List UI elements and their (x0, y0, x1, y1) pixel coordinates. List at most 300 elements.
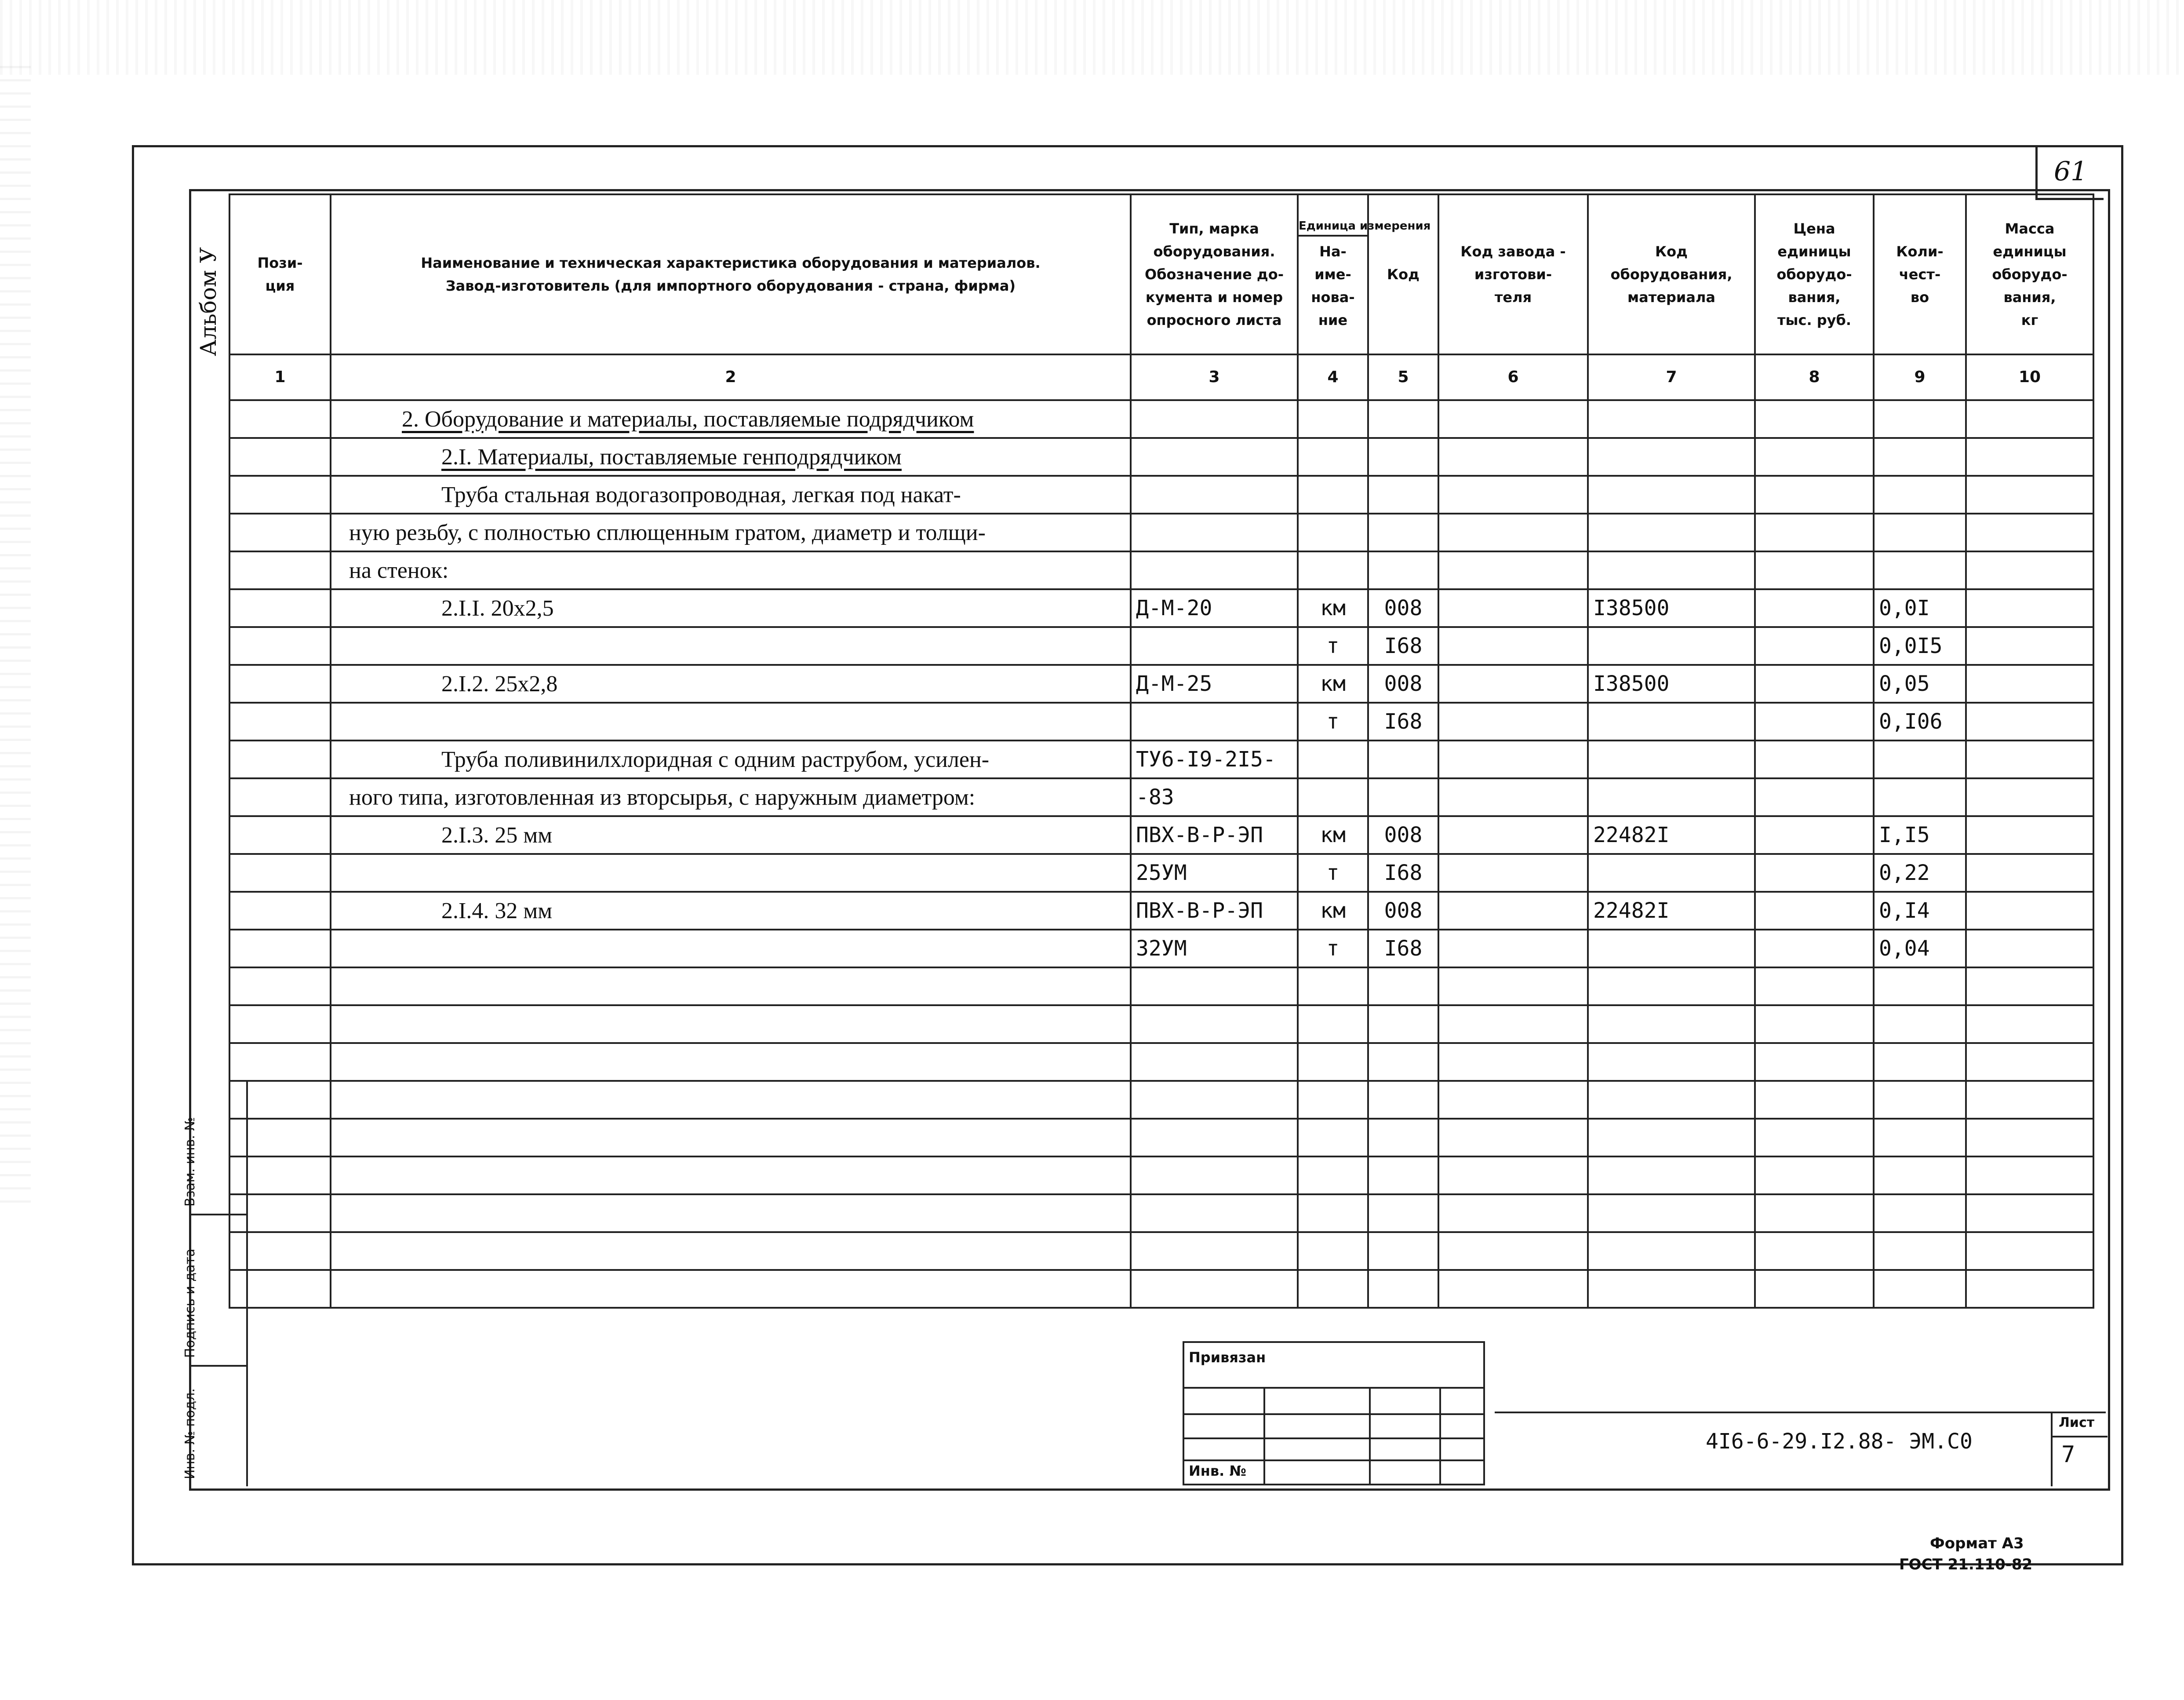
col-number: 3 (1131, 354, 1298, 400)
col-number: 7 (1588, 354, 1755, 400)
scan-noise-left (0, 66, 31, 1209)
table-row (229, 854, 2093, 892)
table-row (229, 1119, 2093, 1156)
type-cell (1131, 627, 1298, 665)
equipment-code-cell (1588, 1119, 1755, 1156)
table-row (229, 703, 2093, 741)
factory-code-cell (1438, 1270, 1588, 1308)
factory-code-cell (1438, 1005, 1588, 1043)
name-cell (331, 1005, 1131, 1043)
gost-label: ГОСТ 21.110-82 (1899, 1556, 2033, 1573)
name-cell: Труба стальная водогазопроводная, легкая под накат- (331, 476, 1131, 514)
price-cell (1755, 1043, 1874, 1081)
privyazan-inv-no: Инв. № (1189, 1463, 1246, 1479)
name-cell: 2.I.3. 25 мм (331, 816, 1131, 854)
unit-code-cell: 008 (1368, 665, 1438, 703)
mass-cell (1966, 1119, 2093, 1156)
name-cell: 2.I.I. 20x2,5 (331, 589, 1131, 627)
table-row (229, 1156, 2093, 1194)
price-cell (1755, 1005, 1874, 1043)
price-cell (1755, 476, 1874, 514)
type-cell (1131, 1119, 1298, 1156)
table-row (229, 551, 2093, 589)
equipment-code-cell (1588, 1194, 1755, 1232)
position-cell (229, 551, 331, 589)
equipment-code-cell (1588, 476, 1755, 514)
factory-code-cell (1438, 967, 1588, 1005)
unit-code-cell: 008 (1368, 892, 1438, 930)
quantity-cell: 0,05 (1874, 665, 1966, 703)
name-cell (331, 854, 1131, 892)
factory-code-cell (1438, 816, 1588, 854)
factory-code-cell (1438, 1194, 1588, 1232)
quantity-cell (1874, 438, 1966, 476)
title-block-line (1495, 1412, 2106, 1413)
table-row (229, 627, 2093, 665)
name-cell (331, 1270, 1131, 1308)
mass-cell (1966, 1081, 2093, 1119)
position-cell (229, 438, 331, 476)
stamp-cell-vzam-inv: Взам. инв. № (189, 1082, 246, 1215)
col-header-unit-name: Единица измерения На- име- нова- ние (1298, 194, 1368, 354)
factory-code-cell (1438, 854, 1588, 892)
name-cell: ного типа, изготовленная из вторсырья, с наружным диаметром: (331, 778, 1131, 816)
type-cell: -83 (1131, 778, 1298, 816)
mass-cell (1966, 1156, 2093, 1194)
table-row (229, 1232, 2093, 1270)
table-row (229, 816, 2093, 854)
table-row (229, 514, 2093, 551)
unit-code-cell (1368, 1081, 1438, 1119)
unit-cell: т (1298, 703, 1368, 741)
type-cell: ТУ6-I9-2I5- (1131, 741, 1298, 778)
unit-code-cell: I68 (1368, 930, 1438, 967)
name-cell: Труба поливинилхлоридная с одним раструбом, усилен- (331, 741, 1131, 778)
quantity-cell (1874, 1081, 1966, 1119)
table-row (229, 1005, 2093, 1043)
document-number: 4I6-6-29.I2.88- ЭМ.С0 (1706, 1429, 1973, 1454)
unit-cell (1298, 1194, 1368, 1232)
type-cell (1131, 967, 1298, 1005)
type-cell (1131, 1081, 1298, 1119)
specification-table (229, 193, 2094, 1309)
quantity-cell (1874, 1232, 1966, 1270)
position-cell (229, 816, 331, 854)
table-row (229, 1043, 2093, 1081)
approval-stamp-strip (182, 1082, 248, 1486)
quantity-cell: 0,I06 (1874, 703, 1966, 741)
unit-code-cell: 008 (1368, 589, 1438, 627)
quantity-cell (1874, 551, 1966, 589)
factory-code-cell (1438, 400, 1588, 438)
factory-code-cell (1438, 741, 1588, 778)
unit-code-cell (1368, 551, 1438, 589)
position-cell (229, 778, 331, 816)
type-cell: 32УМ (1131, 930, 1298, 967)
quantity-cell (1874, 778, 1966, 816)
quantity-cell (1874, 1043, 1966, 1081)
equipment-code-cell (1588, 930, 1755, 967)
mass-cell (1966, 1043, 2093, 1081)
price-cell (1755, 1194, 1874, 1232)
unit-code-cell (1368, 400, 1438, 438)
type-cell (1131, 1156, 1298, 1194)
price-cell (1755, 892, 1874, 930)
equipment-code-cell: 22482I (1588, 892, 1755, 930)
price-cell (1755, 816, 1874, 854)
col-header-price: Цена единицы оборудо- вания, тыс. руб. (1755, 194, 1874, 354)
quantity-cell (1874, 400, 1966, 438)
quantity-cell (1874, 1194, 1966, 1232)
name-cell (331, 1081, 1131, 1119)
factory-code-cell (1438, 778, 1588, 816)
mass-cell (1966, 1194, 2093, 1232)
name-cell (331, 627, 1131, 665)
position-cell (229, 627, 331, 665)
type-cell: Д-М-25 (1131, 665, 1298, 703)
name-cell: 2.I.4. 32 мм (331, 892, 1131, 930)
equipment-code-cell: 22482I (1588, 816, 1755, 854)
equipment-code-cell (1588, 778, 1755, 816)
quantity-cell (1874, 1270, 1966, 1308)
table-row (229, 967, 2093, 1005)
unit-cell (1298, 1081, 1368, 1119)
price-cell (1755, 930, 1874, 967)
unit-cell (1298, 967, 1368, 1005)
factory-code-cell (1438, 476, 1588, 514)
quantity-cell (1874, 1005, 1966, 1043)
privyazan-title: Привязан (1189, 1349, 1266, 1366)
unit-code-cell (1368, 778, 1438, 816)
name-cell (331, 1194, 1131, 1232)
col-number: 5 (1368, 354, 1438, 400)
price-cell (1755, 1081, 1874, 1119)
col-header-quantity: Коли- чест- во (1874, 194, 1966, 354)
album-label: Альбом У (196, 247, 221, 356)
col-number: 4 (1298, 354, 1368, 400)
price-cell (1755, 967, 1874, 1005)
type-cell (1131, 703, 1298, 741)
unit-code-cell (1368, 514, 1438, 551)
type-cell: Д-М-20 (1131, 589, 1298, 627)
factory-code-cell (1438, 1081, 1588, 1119)
price-cell (1755, 1156, 1874, 1194)
price-cell (1755, 551, 1874, 589)
equipment-code-cell (1588, 703, 1755, 741)
mass-cell (1966, 854, 2093, 892)
table-row (229, 589, 2093, 627)
col-header-factory-code: Код завода - изготови- теля (1438, 194, 1588, 354)
mass-cell (1966, 551, 2093, 589)
price-cell (1755, 665, 1874, 703)
name-cell (331, 1043, 1131, 1081)
mass-cell (1966, 778, 2093, 816)
table-row (229, 400, 2093, 438)
equipment-code-cell (1588, 741, 1755, 778)
name-cell: 2. Оборудование и материалы, поставляемые подрядчиком (331, 400, 1131, 438)
equipment-code-cell (1588, 1232, 1755, 1270)
unit-code-cell: 008 (1368, 816, 1438, 854)
unit-cell (1298, 476, 1368, 514)
col-number: 8 (1755, 354, 1874, 400)
price-cell (1755, 627, 1874, 665)
table-header-row (229, 194, 2093, 354)
unit-code-cell (1368, 1232, 1438, 1270)
type-cell (1131, 1232, 1298, 1270)
quantity-cell (1874, 514, 1966, 551)
equipment-code-cell (1588, 1156, 1755, 1194)
unit-cell (1298, 1232, 1368, 1270)
unit-cell (1298, 778, 1368, 816)
price-cell (1755, 400, 1874, 438)
position-cell (229, 400, 331, 438)
table-row (229, 930, 2093, 967)
unit-cell (1298, 741, 1368, 778)
position-cell (229, 967, 331, 1005)
unit-cell (1298, 514, 1368, 551)
table-row (229, 892, 2093, 930)
unit-cell: т (1298, 930, 1368, 967)
mass-cell (1966, 816, 2093, 854)
unit-cell (1298, 1043, 1368, 1081)
name-cell (331, 930, 1131, 967)
table-row (229, 778, 2093, 816)
position-cell (229, 854, 331, 892)
price-cell (1755, 703, 1874, 741)
equipment-code-cell (1588, 1081, 1755, 1119)
unit-code-cell (1368, 967, 1438, 1005)
price-cell (1755, 1232, 1874, 1270)
type-cell (1131, 1005, 1298, 1043)
quantity-cell (1874, 476, 1966, 514)
mass-cell (1966, 703, 2093, 741)
price-cell (1755, 854, 1874, 892)
name-cell: на стенок: (331, 551, 1131, 589)
quantity-cell: 0,I4 (1874, 892, 1966, 930)
quantity-cell (1874, 1119, 1966, 1156)
mass-cell (1966, 1232, 2093, 1270)
factory-code-cell (1438, 1043, 1588, 1081)
unit-code-cell: I68 (1368, 627, 1438, 665)
col-header-name: Наименование и техническая характеристика оборудования и материалов. Завод-изготовитель (для импортного оборудования - страна, фирма) (331, 194, 1131, 354)
mass-cell (1966, 589, 2093, 627)
position-cell (229, 476, 331, 514)
quantity-cell (1874, 741, 1966, 778)
factory-code-cell (1438, 438, 1588, 476)
price-cell (1755, 1270, 1874, 1308)
quantity-cell (1874, 1156, 1966, 1194)
equipment-code-cell (1588, 400, 1755, 438)
unit-cell (1298, 1156, 1368, 1194)
type-cell (1131, 438, 1298, 476)
name-cell: 2.I.2. 25x2,8 (331, 665, 1131, 703)
format-label: Формат А3 (1930, 1535, 2024, 1552)
sheet-number-box (2051, 1412, 2108, 1486)
unit-code-cell: I68 (1368, 854, 1438, 892)
price-cell (1755, 741, 1874, 778)
position-cell (229, 1005, 331, 1043)
position-cell (229, 589, 331, 627)
table-row (229, 438, 2093, 476)
type-cell (1131, 1043, 1298, 1081)
quantity-cell: 0,0I5 (1874, 627, 1966, 665)
name-cell (331, 1119, 1131, 1156)
price-cell (1755, 589, 1874, 627)
unit-cell: т (1298, 854, 1368, 892)
factory-code-cell (1438, 627, 1588, 665)
factory-code-cell (1438, 514, 1588, 551)
quantity-cell: 0,04 (1874, 930, 1966, 967)
equipment-code-cell: I38500 (1588, 665, 1755, 703)
factory-code-cell (1438, 589, 1588, 627)
factory-code-cell (1438, 703, 1588, 741)
col-header-position: Пози- ция (229, 194, 331, 354)
table-row (229, 741, 2093, 778)
equipment-code-cell (1588, 1005, 1755, 1043)
factory-code-cell (1438, 551, 1588, 589)
unit-cell: км (1298, 816, 1368, 854)
mass-cell (1966, 930, 2093, 967)
mass-cell (1966, 741, 2093, 778)
type-cell (1131, 476, 1298, 514)
position-cell (229, 665, 331, 703)
factory-code-cell (1438, 930, 1588, 967)
name-cell: 2.I. Материалы, поставляемые генподрядчиком (331, 438, 1131, 476)
position-cell (229, 892, 331, 930)
mass-cell (1966, 627, 2093, 665)
unit-cell: км (1298, 892, 1368, 930)
unit-code-cell (1368, 1270, 1438, 1308)
unit-code-cell (1368, 1005, 1438, 1043)
factory-code-cell (1438, 1119, 1588, 1156)
mass-cell (1966, 967, 2093, 1005)
equipment-code-cell: I38500 (1588, 589, 1755, 627)
unit-code-cell (1368, 438, 1438, 476)
unit-code-cell (1368, 1156, 1438, 1194)
unit-cell (1298, 438, 1368, 476)
sheet-label: Лист (2059, 1415, 2095, 1430)
mass-cell (1966, 438, 2093, 476)
mass-cell (1966, 1270, 2093, 1308)
col-number: 9 (1874, 354, 1966, 400)
position-cell (229, 1043, 331, 1081)
unit-cell (1298, 1270, 1368, 1308)
position-cell (229, 741, 331, 778)
name-cell (331, 967, 1131, 1005)
quantity-cell: I,I5 (1874, 816, 1966, 854)
unit-cell: км (1298, 665, 1368, 703)
equipment-code-cell (1588, 854, 1755, 892)
position-cell (229, 930, 331, 967)
table-row (229, 1081, 2093, 1119)
position-cell (229, 514, 331, 551)
col-number: 2 (331, 354, 1131, 400)
table-row (229, 665, 2093, 703)
unit-code-cell (1368, 1119, 1438, 1156)
mass-cell (1966, 892, 2093, 930)
price-cell (1755, 1119, 1874, 1156)
table-row (229, 1270, 2093, 1308)
factory-code-cell (1438, 665, 1588, 703)
name-cell: ную резьбу, с полностью сплющенным гратом, диаметр и толщи- (331, 514, 1131, 551)
sheet-number: 7 (2061, 1441, 2075, 1468)
equipment-code-cell (1588, 438, 1755, 476)
name-cell (331, 703, 1131, 741)
price-cell (1755, 778, 1874, 816)
table-body (229, 400, 2093, 1308)
stamp-cell-inv-podl: Инв. № подл. (182, 1388, 198, 1479)
equipment-code-cell (1588, 967, 1755, 1005)
unit-code-cell: I68 (1368, 703, 1438, 741)
unit-code-cell (1368, 1043, 1438, 1081)
type-cell (1131, 1194, 1298, 1232)
quantity-cell (1874, 967, 1966, 1005)
col-header-equipment-code: Код оборудования, материала (1588, 194, 1755, 354)
factory-code-cell (1438, 1156, 1588, 1194)
factory-code-cell (1438, 1232, 1588, 1270)
quantity-cell: 0,22 (1874, 854, 1966, 892)
name-cell (331, 1232, 1131, 1270)
mass-cell (1966, 665, 2093, 703)
type-cell (1131, 1270, 1298, 1308)
col-header-unit-code: Код (1368, 194, 1438, 354)
mass-cell (1966, 476, 2093, 514)
factory-code-cell (1438, 892, 1588, 930)
position-cell (229, 703, 331, 741)
unit-cell: км (1298, 589, 1368, 627)
unit-code-cell (1368, 1194, 1438, 1232)
type-cell: 25УМ (1131, 854, 1298, 892)
type-cell (1131, 551, 1298, 589)
equipment-code-cell (1588, 627, 1755, 665)
mass-cell (1966, 400, 2093, 438)
stamp-cell-podpis-data: Подпись и дата (189, 1215, 246, 1367)
privyazan-block (1183, 1341, 1485, 1485)
mass-cell (1966, 514, 2093, 551)
price-cell (1755, 438, 1874, 476)
unit-code-cell (1368, 476, 1438, 514)
sheet-corner-mark: 61 (2035, 145, 2104, 200)
quantity-cell: 0,0I (1874, 589, 1966, 627)
unit-cell (1298, 400, 1368, 438)
column-number-row (229, 354, 2093, 400)
name-cell (331, 1156, 1131, 1194)
table-row (229, 1194, 2093, 1232)
table-row (229, 476, 2093, 514)
col-header-mass: Масса единицы оборудо- вания, кг (1966, 194, 2093, 354)
type-cell: ПВХ-В-Р-ЭП (1131, 892, 1298, 930)
equipment-code-cell (1588, 551, 1755, 589)
type-cell (1131, 514, 1298, 551)
price-cell (1755, 514, 1874, 551)
equipment-code-cell (1588, 1270, 1755, 1308)
type-cell (1131, 400, 1298, 438)
unit-cell (1298, 1005, 1368, 1043)
col-number: 10 (1966, 354, 2093, 400)
col-number: 1 (229, 354, 331, 400)
mass-cell (1966, 1005, 2093, 1043)
unit-code-cell (1368, 741, 1438, 778)
equipment-code-cell (1588, 1043, 1755, 1081)
equipment-code-cell (1588, 514, 1755, 551)
unit-cell (1298, 551, 1368, 589)
type-cell: ПВХ-В-Р-ЭП (1131, 816, 1298, 854)
col-number: 6 (1438, 354, 1588, 400)
scan-noise-top (0, 0, 2184, 75)
col-header-type: Тип, марка оборудования. Обозначение до- кумента и номер опросного листа (1131, 194, 1298, 354)
unit-cell (1298, 1119, 1368, 1156)
unit-cell: т (1298, 627, 1368, 665)
